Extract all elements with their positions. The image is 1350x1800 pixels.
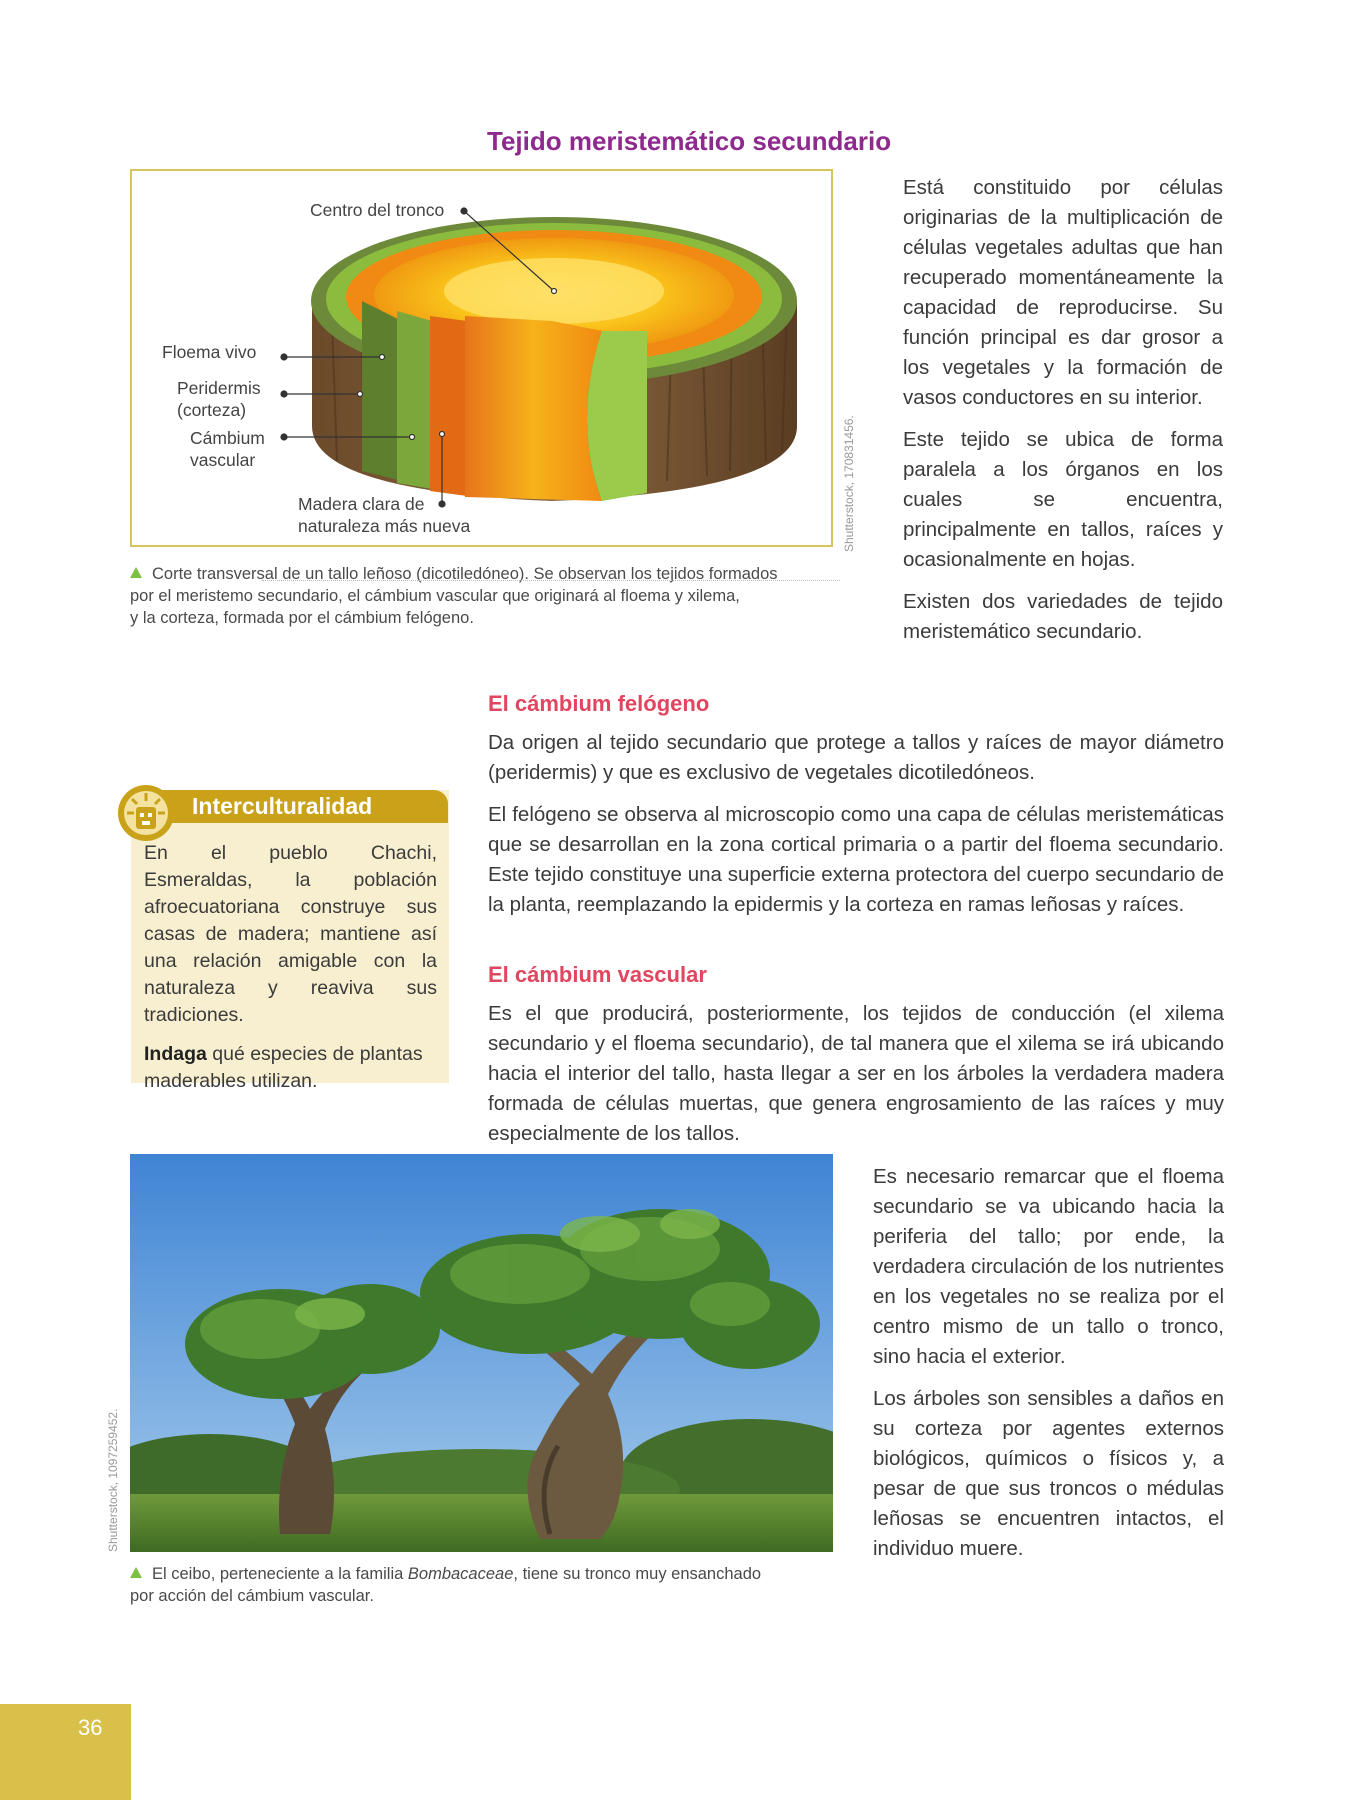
intro-paragraph: Está constituido por células originarias de la multiplicación de células vegetales adultas que han recuperado momentáneamente la capacidad de reproducirse. Su función principal es dar grosor a los vegetales y la formación de vasos conductores en su interior. [903,176,1223,409]
figure1-credit: Shutterstock, 170831456. [842,415,856,552]
section-title: Tejido meristemático secundario [487,126,892,156]
interculturalidad-header: Interculturalidad [140,790,448,823]
caption-triangle-icon [130,1567,142,1578]
indaga-label: Indaga [144,1043,207,1065]
label-centro: Centro del tronco [310,200,445,220]
label-cambium: Cámbium vascular [190,428,265,470]
felogeno-paragraph: Da origen al tejido secundario que protege a tallos y raíces de mayor diámetro (peridermis) y que es exclusivo de vegetales dicotiledóneos. [488,731,1224,784]
intro-paragraph: Existen dos variedades de tejido meristemático secundario. [903,590,1223,643]
figure1-caption: Corte transversal de un tallo leñoso (dicotiledóneo). Se observan los tejidos formados por el meristemo secundario, el cámbium vascular que originará al floema y xilema, y la corteza, formada por el cámbium felógeno. [130,565,778,627]
figure2-caption: El ceibo, perteneciente a la familia Bombacaceae, tiene su tronco muy ensanchado por acción del cámbium vascular. [130,1565,762,1605]
trunk-figure [130,169,833,547]
label-madera: Madera clara de naturaleza más nueva [298,494,471,536]
page-number: 36 [78,1715,103,1740]
interculturalidad-icon [116,783,176,843]
right-column-text [873,1162,1224,1564]
page-number-bar [0,1704,131,1800]
intro-paragraph: Este tejido se ubica de forma paralela a los órganos en los cuales se encuentra, principalmente en tallos, raíces y ocasionalmente en hojas. [903,428,1223,571]
right-paragraph: Es necesario remarcar que el floema secundario se va ubicando hacia la periferia del tallo; por ende, la verdadera circulación de los nutrientes en los vegetales no se realiza por el centro mismo de un tallo o tronco, sino hacia el exterior. [873,1165,1224,1368]
ceibo-illustration [130,1154,833,1552]
caption-triangle-icon [130,567,142,578]
felogeno-paragraph: El felógeno se observa al microscopio como una capa de células meristemáticas que se desarrollan en la zona cortical primaria o a partir del floema secundario. Este tejido constituye una superficie externa protectora del cuerpo secundario de la planta, reemplazando la epidermis y la corteza en ramas leñosas y raíces. [488,803,1224,916]
right-paragraph: Los árboles son sensibles a daños en su corteza por agentes externos biológicos, químicos o físicos y, a pesar de que sus troncos o médulas leñosas se encuentren intactos, el individuo muere. [873,1387,1224,1560]
label-peridermis: Peridermis (corteza) [177,378,261,420]
vascular-text: Es el que producirá, posteriormente, los tejidos de conducción (el xilema secundario y el floema secundario), de tal manera que el xilema se irá ubicando hacia el interior del tallo, hasta llegar a ser en los árboles la verdadera madera formada de células muertas, que genera engrosamiento de las raíces y muy especialmente de los tallos. [488,1002,1224,1145]
felogeno-heading: El cámbium felógeno [488,691,710,716]
caption-underline [262,580,840,581]
felogeno-text [488,728,1224,920]
label-floema: Floema vivo [162,342,257,362]
vascular-heading: El cámbium vascular [488,962,707,987]
ceibo-photo [130,1154,833,1552]
intro-text [903,173,1223,647]
interculturalidad-text: En el pueblo Chachi, Esmeraldas, la población afroecuatoriana construye sus casas de madera; mantiene así una relación amigable con la naturaleza y reaviva sus tradiciones. Indaga qué especies de plantas maderables utilizan. [144,842,437,1092]
figure2-credit: Shutterstock, 1097259452. [106,1408,120,1552]
